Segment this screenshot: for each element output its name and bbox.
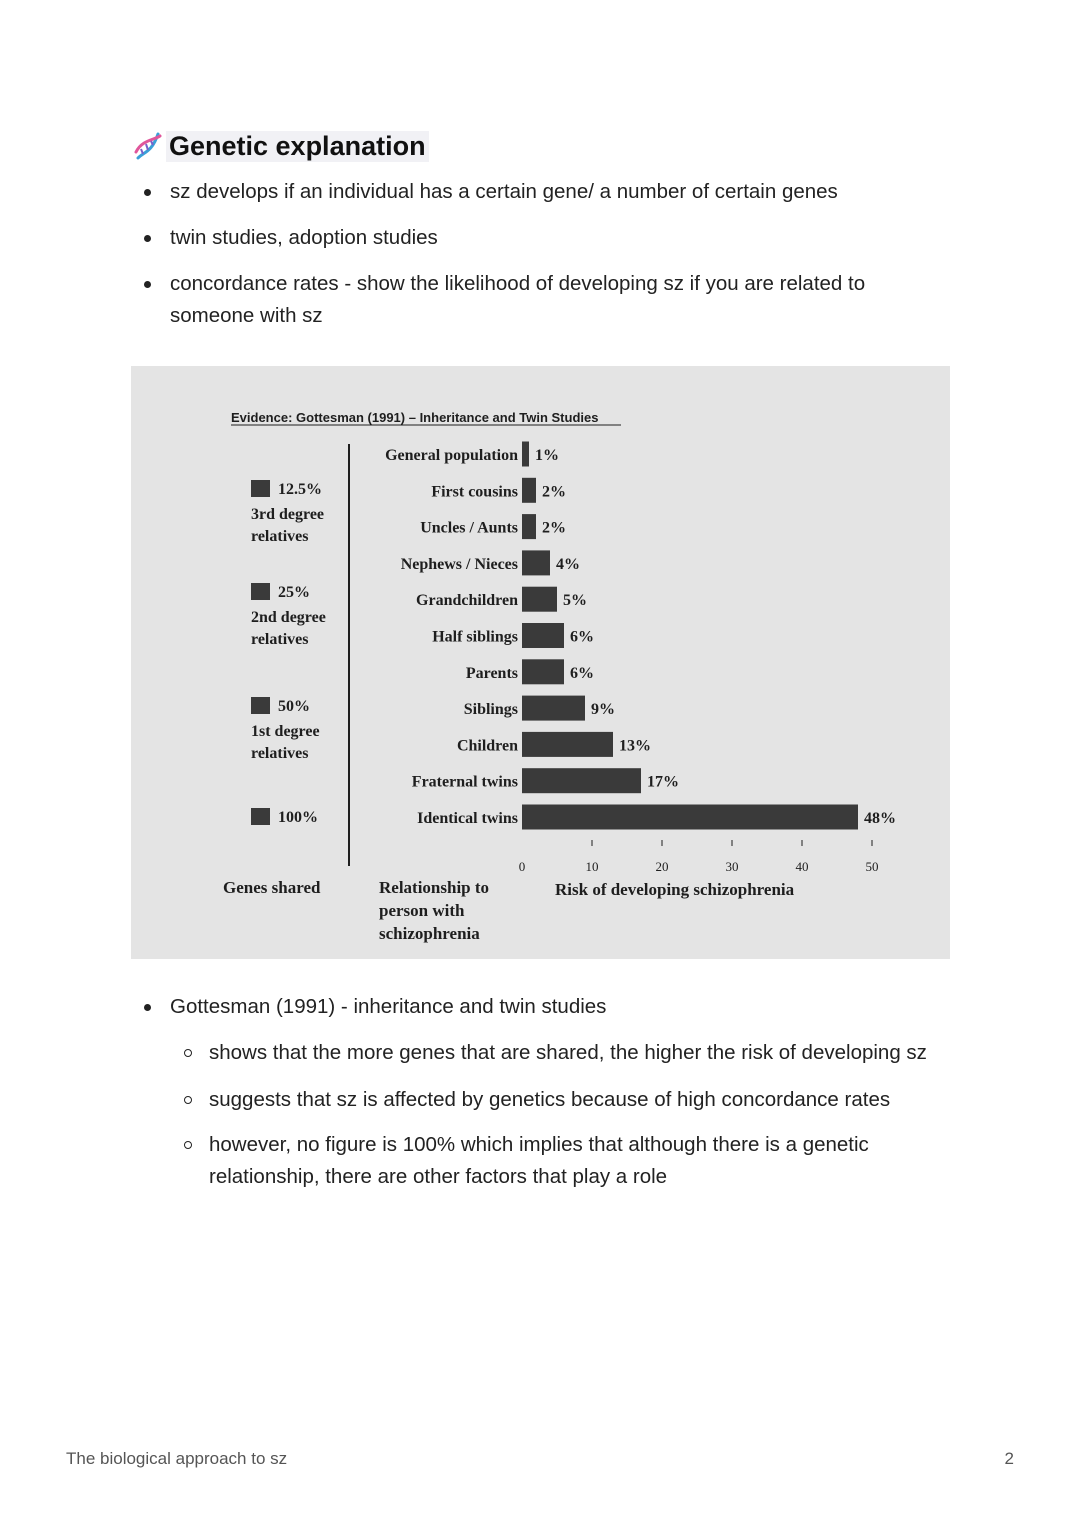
bar	[522, 478, 536, 503]
bar-value-label: 4%	[556, 555, 580, 573]
gottesman-chart	[131, 366, 950, 959]
category-axis-label-line: Relationship to	[379, 878, 490, 897]
x-axis-label: Risk of developing schizophrenia	[555, 880, 795, 899]
category-label: Parents	[465, 664, 518, 682]
category-label: Fraternal twins	[411, 773, 518, 791]
category-label: Siblings	[463, 701, 518, 719]
genes-shared-swatch	[251, 697, 270, 714]
genes-shared-percent: 100%	[278, 809, 318, 826]
list-item: sz develops if an individual has a certain gene/ a number of certain genes	[140, 176, 920, 208]
bar-value-label: 1%	[535, 447, 559, 464]
study-sub-bullet-list	[182, 1037, 962, 1193]
genes-shared-degree: relatives	[251, 745, 309, 762]
bar	[522, 768, 641, 793]
genes-shared-percent: 12.5%	[278, 481, 322, 498]
list-item: Gottesman (1991) - inheritance and twin studies	[140, 991, 920, 1023]
bar-value-label: 2%	[542, 483, 566, 501]
genes-shared-degree: 1st degree	[251, 723, 320, 740]
dna-icon	[132, 130, 164, 162]
bar	[522, 805, 858, 830]
study-bullet-list	[140, 991, 920, 1023]
bar-value-label: 6%	[570, 664, 594, 682]
category-label: Uncles / Aunts	[420, 519, 518, 537]
genes-shared-degree: 3rd degree	[251, 506, 325, 523]
x-tick-label: 20	[655, 859, 669, 874]
bar	[522, 623, 564, 648]
section-heading	[132, 128, 429, 164]
footer-title: The biological approach to sz	[66, 1449, 288, 1468]
x-tick-label: 40	[795, 859, 809, 874]
bar-value-label: 6%	[570, 628, 594, 646]
bar-value-label: 2%	[542, 519, 566, 537]
list-item: concordance rates - show the likelihood of developing sz if you are related to someone with sz	[140, 268, 930, 332]
genes-shared-degree: relatives	[251, 631, 309, 648]
category-label: Nephews / Nieces	[400, 555, 518, 573]
category-label: Identical twins	[417, 810, 518, 827]
genes-shared-percent: 25%	[278, 584, 310, 601]
bar-value-label: 17%	[647, 773, 679, 791]
x-tick-label: 0	[518, 859, 526, 874]
intro-bullet-list	[140, 176, 920, 332]
bar	[522, 514, 536, 539]
bar-value-label: 9%	[591, 701, 615, 719]
list-item: twin studies, adoption studies	[140, 222, 920, 254]
bar	[522, 550, 550, 575]
bar	[522, 587, 557, 612]
bar	[522, 696, 585, 721]
bar	[522, 732, 613, 757]
page-number: 2	[1004, 1449, 1014, 1468]
page-title: Genetic explanation	[166, 131, 429, 162]
x-tick-label: 50	[865, 859, 879, 874]
category-label: First cousins	[431, 483, 518, 501]
genes-shared-label: Genes shared	[223, 878, 321, 897]
genes-shared-swatch	[251, 808, 270, 825]
x-tick-label: 10	[585, 859, 599, 874]
genes-shared-swatch	[251, 583, 270, 600]
category-label: Children	[456, 737, 518, 755]
category-label: Grandchildren	[416, 592, 518, 610]
chart-title: Evidence: Gottesman (1991) – Inheritance and Twin Studies	[231, 410, 599, 425]
list-item: shows that the more genes that are shared, the higher the risk of developing sz	[182, 1037, 969, 1069]
bar-value-label: 13%	[619, 737, 651, 755]
bar	[522, 659, 564, 684]
category-axis-label-line: schizophrenia	[379, 924, 480, 943]
category-label: Half siblings	[432, 628, 518, 646]
genes-shared-degree: 2nd degree	[251, 609, 326, 626]
genes-shared-degree: relatives	[251, 528, 309, 545]
genes-shared-percent: 50%	[278, 698, 310, 715]
category-label: General population	[385, 447, 518, 464]
bar	[522, 442, 529, 467]
list-item: however, no figure is 100% which implies that although there is a genetic relationship, there are other factors that play a role	[182, 1129, 939, 1193]
x-tick-label: 30	[725, 859, 739, 874]
category-axis-label-line: person with	[379, 901, 465, 920]
bar-value-label: 5%	[563, 592, 587, 610]
genes-shared-swatch	[251, 480, 270, 497]
list-item: suggests that sz is affected by genetics because of high concordance rates	[182, 1084, 962, 1116]
bar-value-label: 48%	[864, 810, 896, 827]
